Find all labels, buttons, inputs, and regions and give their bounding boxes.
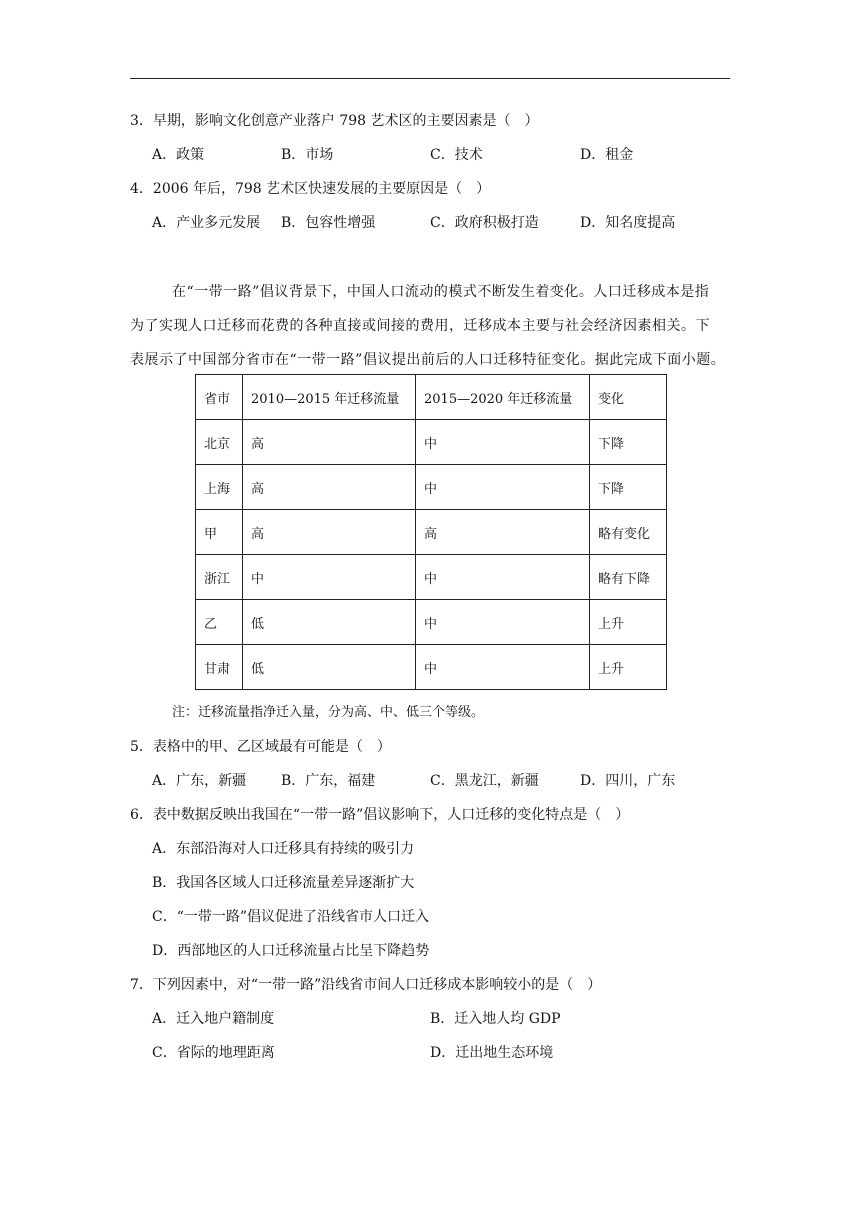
q7-option-c: C．省际的地理距离 <box>152 1045 275 1061</box>
q7-option-b: B．迁入地人均 GDP <box>430 1011 561 1027</box>
table-header-cell: 2015—2020 年迁移流量 <box>416 375 590 420</box>
table-cell: 略有下降 <box>590 555 667 600</box>
table-note: 注：迁移流量指净迁入量，分为高、中、低三个等级。 <box>172 705 485 720</box>
q3-stem: 3．早期，影响文化创意产业落户 798 艺术区的主要因素是（ ） <box>130 113 539 129</box>
table-header-row <box>196 375 667 420</box>
migration-table <box>195 374 667 690</box>
table-row <box>196 645 667 690</box>
table-header-cell: 省市 <box>196 375 243 420</box>
table-cell: 略有变化 <box>590 510 667 555</box>
table-cell: 甲 <box>196 510 243 555</box>
q3-option-c: C．技术 <box>430 147 483 163</box>
passage-line-2: 为了实现人口迁移而花费的各种直接或间接的费用，迁移成本主要与社会经济因素相关。下 <box>130 318 710 334</box>
q6-stem: 6．表中数据反映出我国在“一带一路”倡议影响下，人口迁移的变化特点是（ ） <box>130 807 630 823</box>
table-cell: 高 <box>243 465 416 510</box>
table-cell: 中 <box>416 555 590 600</box>
table-row <box>196 420 667 465</box>
table-cell: 甘肃 <box>196 645 243 690</box>
q4-option-d: D．知名度提高 <box>580 215 676 231</box>
table-cell: 高 <box>243 420 416 465</box>
table-cell: 中 <box>416 420 590 465</box>
table-row <box>196 510 667 555</box>
q3-option-d: D．租金 <box>580 147 634 163</box>
table-cell: 高 <box>416 510 590 555</box>
q4-option-b: B．包容性增强 <box>281 215 376 231</box>
q3-option-b: B．市场 <box>281 147 334 163</box>
table-header-cell: 变化 <box>590 375 667 420</box>
q5-option-d: D．四川，广东 <box>580 773 676 789</box>
table-cell: 下降 <box>590 420 667 465</box>
table-cell: 上升 <box>590 600 667 645</box>
table-cell: 下降 <box>590 465 667 510</box>
table-cell: 高 <box>243 510 416 555</box>
table-row <box>196 465 667 510</box>
q6-option-c: C．“一带一路”倡议促进了沿线省市人口迁入 <box>152 909 430 925</box>
table-cell: 中 <box>416 645 590 690</box>
q7-option-a: A．迁入地户籍制度 <box>152 1011 275 1027</box>
table-row <box>196 600 667 645</box>
q6-option-b: B．我国各区域人口迁移流量差异逐渐扩大 <box>152 875 415 891</box>
table-cell: 中 <box>416 600 590 645</box>
q4-stem: 4．2006 年后，798 艺术区快速发展的主要原因是（ ） <box>130 181 491 197</box>
header-rule <box>130 78 730 79</box>
passage-line-1: 在“一带一路”倡议背景下，中国人口流动的模式不断发生着变化。人口迁移成本是指 <box>172 284 710 300</box>
passage-line-3: 表展示了中国部分省市在“一带一路”倡议提出前后的人口迁移特征变化。据此完成下面小题。 <box>130 352 726 368</box>
table-cell: 上升 <box>590 645 667 690</box>
table-cell: 中 <box>243 555 416 600</box>
q5-stem: 5．表格中的甲、乙区域最有可能是（ ） <box>130 739 391 755</box>
q7-option-d: D．迁出地生态环境 <box>430 1045 554 1061</box>
table-row <box>196 555 667 600</box>
q4-option-c: C．政府积极打造 <box>430 215 539 231</box>
table-cell: 上海 <box>196 465 243 510</box>
table-cell: 浙江 <box>196 555 243 600</box>
q6-option-a: A．东部沿海对人口迁移具有持续的吸引力 <box>152 841 415 857</box>
table-cell: 中 <box>416 465 590 510</box>
table-cell: 低 <box>243 600 416 645</box>
table-cell: 乙 <box>196 600 243 645</box>
table-cell: 低 <box>243 645 416 690</box>
table-cell: 北京 <box>196 420 243 465</box>
q4-option-a: A．产业多元发展 <box>152 215 261 231</box>
q7-stem: 7．下列因素中，对“一带一路”沿线省市间人口迁移成本影响较小的是（ ） <box>130 977 602 993</box>
q5-option-a: A．广东，新疆 <box>152 773 247 789</box>
table-header-cell: 2010—2015 年迁移流量 <box>243 375 416 420</box>
q6-option-d: D．西部地区的人口迁移流量占比呈下降趋势 <box>152 943 430 959</box>
q5-option-b: B．广东，福建 <box>281 773 376 789</box>
q5-option-c: C．黑龙江，新疆 <box>430 773 539 789</box>
q3-option-a: A．政策 <box>152 147 205 163</box>
